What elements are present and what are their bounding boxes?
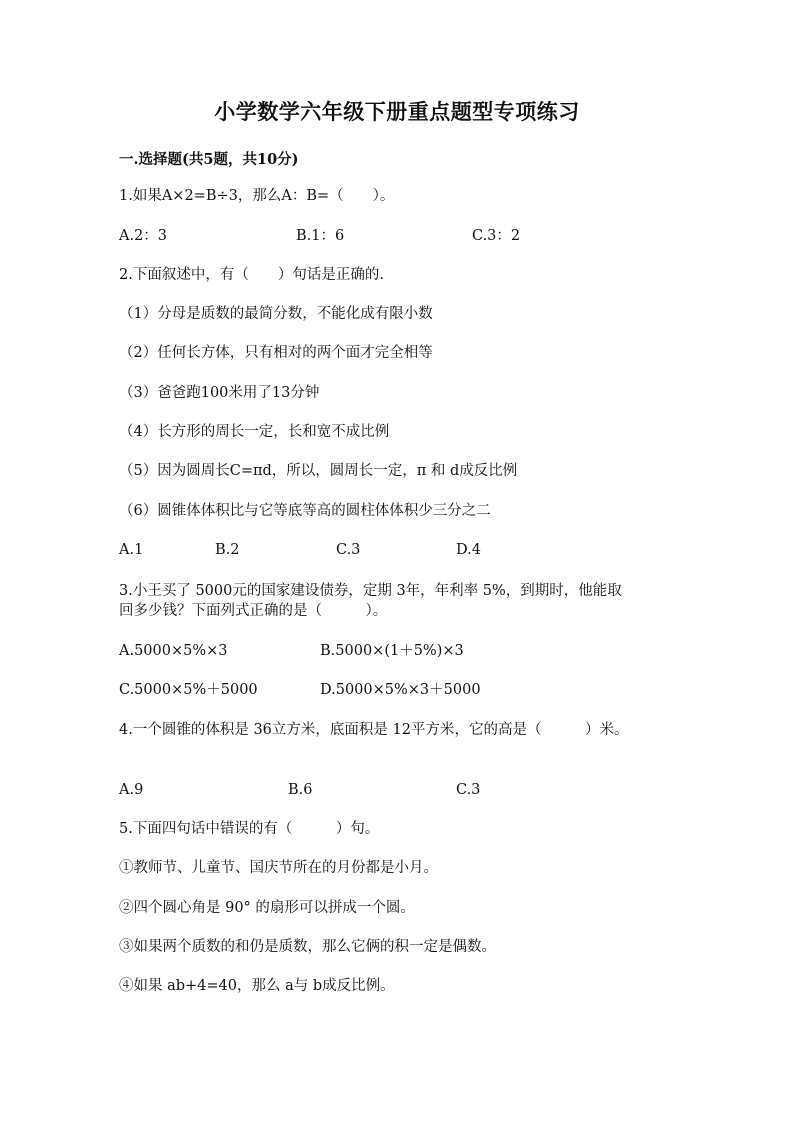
question-5-statement-4: ④如果 ab+4=40，那么 a与 b成反比例。 bbox=[119, 978, 395, 994]
question-1-option-b: B.1：6 bbox=[296, 228, 345, 244]
question-2-stem: 2.下面叙述中，有（ ）句话是正确的. bbox=[119, 267, 384, 283]
question-3-stem-line-1: 3.小王买了 5000元的国家建设债券，定期 3年，年利率 5%，到期时，他能取 bbox=[119, 583, 622, 599]
question-2-statement-2: （2）任何长方体，只有相对的两个面才完全相等 bbox=[119, 345, 433, 361]
question-2-option-a: A.1 bbox=[119, 542, 144, 558]
question-3-option-d: D.5000×5%×3＋5000 bbox=[320, 682, 481, 698]
question-3-option-b: B.5000×(1＋5%)×3 bbox=[320, 643, 464, 659]
question-5-statement-3: ③如果两个质数的和仍是质数，那么它俩的积一定是偶数。 bbox=[119, 939, 496, 955]
question-3-option-a: A.5000×5%×3 bbox=[119, 643, 228, 659]
question-2-statement-4: （4）长方形的周长一定，长和宽不成比例 bbox=[119, 424, 390, 440]
question-1-stem: 1.如果A×2=B÷3，那么A：B=（ ）。 bbox=[119, 188, 395, 204]
question-1-option-c: C.3：2 bbox=[472, 228, 521, 244]
question-2-statement-5: （5）因为圆周长C=πd，所以，圆周长一定，π 和 d成反比例 bbox=[119, 463, 518, 479]
question-2-option-d: D.4 bbox=[456, 542, 481, 558]
question-2-statement-6: （6）圆锥体体积比与它等底等高的圆柱体体积少三分之二 bbox=[119, 503, 491, 519]
question-2-statement-1: （1）分母是质数的最简分数，不能化成有限小数 bbox=[119, 306, 433, 322]
question-5-stem: 5.下面四句话中错误的有（ ）句。 bbox=[119, 821, 380, 837]
question-3-option-c: C.5000×5%＋5000 bbox=[119, 682, 258, 698]
question-3-stem-line-2: 回多少钱？下面列式正确的是（ ）。 bbox=[119, 603, 388, 619]
question-4-stem: 4.一个圆锥的体积是 36立方米，底面积是 12平方米，它的高是（ ）米。 bbox=[119, 722, 629, 738]
question-4-option-a: A.9 bbox=[119, 782, 144, 798]
question-2-option-c: C.3 bbox=[336, 542, 361, 558]
question-4-option-b: B.6 bbox=[288, 782, 313, 798]
question-2-option-b: B.2 bbox=[215, 542, 240, 558]
question-1-option-a: A.2：3 bbox=[119, 228, 168, 244]
question-5-statement-1: ①教师节、儿童节、国庆节所在的月份都是小月。 bbox=[119, 860, 438, 876]
question-5-statement-2: ②四个圆心角是 90° 的扇形可以拼成一个圆。 bbox=[119, 900, 415, 916]
page-title: 小学数学六年级下册重点题型专项练习 bbox=[214, 99, 580, 124]
section-heading: 一.选择题(共5题，共10分) bbox=[119, 151, 299, 168]
question-2-statement-3: （3）爸爸跑100米用了13分钟 bbox=[119, 385, 320, 401]
question-4-option-c: C.3 bbox=[456, 782, 481, 798]
